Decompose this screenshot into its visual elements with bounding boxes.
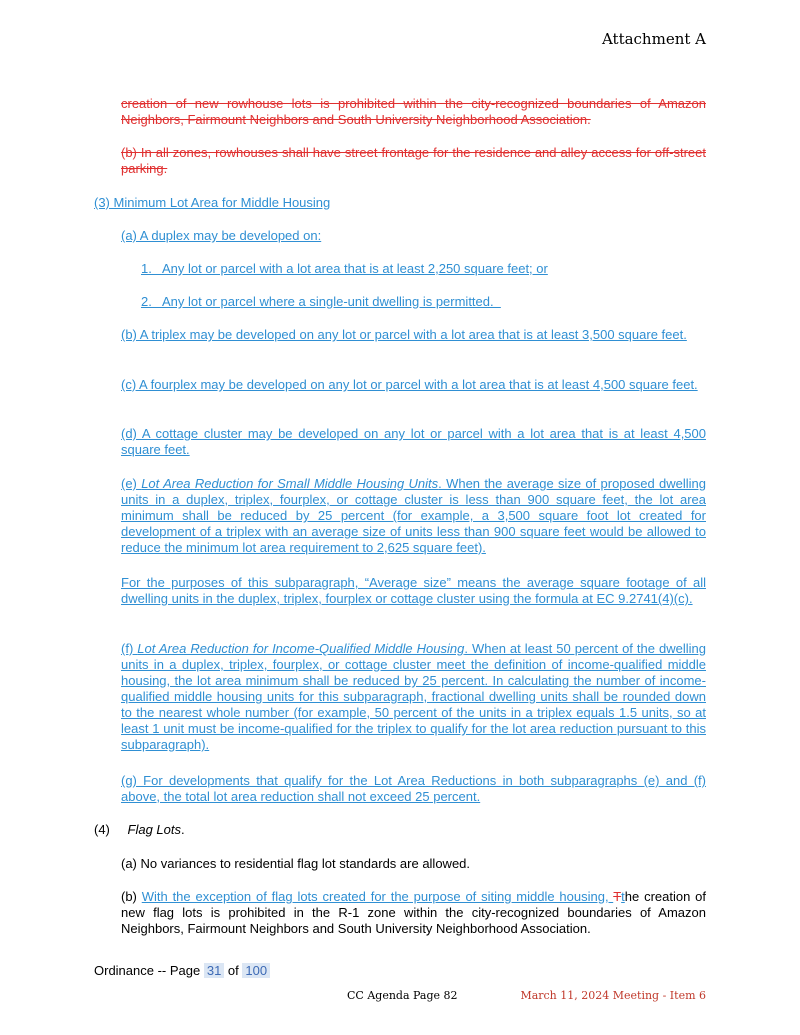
section-3-a: (a) A duplex may be developed on: [121,228,322,243]
attachment-label: Attachment A [601,30,706,48]
agenda-page: CC Agenda Page 82 [347,989,458,1002]
section-3-c: (c) A fourplex may be developed on any lot or parcel with a lot area that is at least 4,500 square feet. [121,377,698,392]
section-3-f-title: Lot Area Reduction for Income-Qualified Middle Housing [137,641,465,656]
section-4-b-inserted: With the exception of flag lots created for the purpose of siting middle housing, [141,889,614,904]
page-of: of [224,963,243,978]
section-4-heading [94,822,185,838]
section-3-b: (b) A triplex may be developed on any lot or parcel with a lot area that is at least 3,500 square feet. [121,327,687,342]
ordinance-label: Ordinance -- Page [94,963,204,978]
meeting-label: March 11, 2024 Meeting - Item 6 [520,989,706,1002]
section-4-period: . [181,822,185,837]
section-3-a2: 2. Any lot or parcel where a single-unit dwelling is permitted. [141,294,501,309]
deleted-rowhouse-b: (b) In all zones, rowhouses shall have street frontage for the residence and alley access for off-street parking. [121,145,706,176]
section-3-e-purpose: For the purposes of this subparagraph, “Average size” means the average square footage of all dwelling units in the duplex, triplex, fourplex or cottage cluster using the formula at EC 9.2741(4)(c). [121,575,706,606]
page-number: 31 [204,963,224,978]
section-3-f-label: (f) [121,641,138,656]
section-3-e-title: Lot Area Reduction for Small Middle Housing Units [141,476,439,491]
section-4-number: (4) [94,822,110,837]
section-4-title: Flag Lots [127,822,181,837]
section-4-a: (a) No variances to residential flag lot standards are allowed. [121,856,471,871]
section-3-e-text: . When the average size of proposed dwelling units in a duplex, triplex, fourplex, or cottage cluster is less than 900 square feet, the lot area minimum shall be reduced by 25 percent (for example, a 3,500 square foot lot created for development of a triplex with an average size of units less than 900 square feet would be allowed to reduce the minimum lot area requirement to 2,625 square feet). [121,476,707,555]
deleted-rowhouse-tail: creation of new rowhouse lots is prohibited within the city-recognized boundaries of Amazon Neighbors, Fairmount Neighbors and South University Neighborhood Association. [121,96,706,127]
section-3-f-text: . When at least 50 percent of the dwelling units in a duplex, triplex, fourplex, or cottage cluster meet the definition of income-qualified middle housing, the lot area minimum shall be reduced by 25 percent. In calculating the number of income-qualified middle housing units for this subparagraph, fractional dwelling units shall be rounded down to the nearest whole number (for example, 50 percent of the units in a triplex equals 1.5 units, so at least 1 unit must be income-qualified for the triplex to qualify for the lot area reduction pursuant to this subparagraph). [121,641,706,752]
section-4-b-deleted: T [613,889,622,904]
page-total: 100 [242,963,270,978]
section-3-g: (g) For developments that qualify for the Lot Area Reductions in both subparagraphs (e) and (f) above, the total lot area reduction shall not exceed 25 percent. [121,773,706,804]
section-3-d: (d) A cottage cluster may be developed on any lot or parcel with a lot area that is at least 4,500 square feet. [121,426,706,457]
section-3-a1: 1. Any lot or parcel with a lot area that is at least 2,250 square feet; or [141,261,548,276]
section-4-b-inserted-2: t [621,889,625,904]
section-3-heading: (3) Minimum Lot Area for Middle Housing [94,195,331,210]
section-3-e [121,476,706,556]
section-4-b-rest: he creation of new flag lots is prohibited in the R-1 zone within the city-recognized boundaries of Amazon Neighbors, Fairmount Neighbors and South University Neighborhood Association. [121,889,707,936]
ordinance-page-footer [94,963,270,979]
section-4-b [121,889,706,937]
section-3-f [121,641,706,753]
section-3-e-label: (e) [121,476,142,491]
section-4-b-label: (b) [121,889,142,904]
